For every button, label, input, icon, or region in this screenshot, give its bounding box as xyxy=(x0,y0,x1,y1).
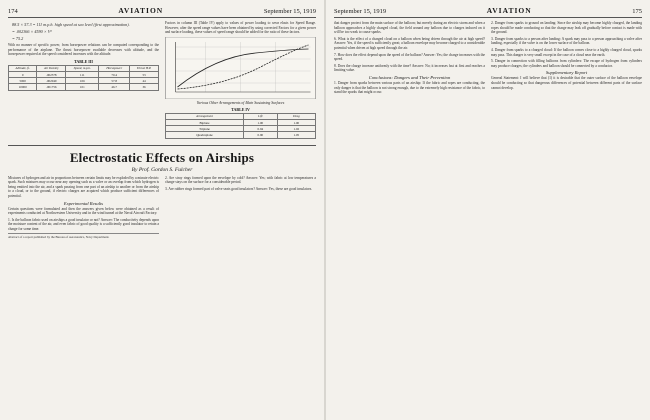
right-issue-date: September 15, 1919 xyxy=(334,8,387,15)
article-subhead-results: Experimental Results xyxy=(63,200,104,206)
left-paragraph-1: With no manner of specific power, from horsepower relations can be computed corresponding to the performance of the airplane. The thrust horsepower available decreases with altitude, and the horsepower required at the speed considered increases with the altitude. xyxy=(8,43,159,57)
table-cell: 0.94 xyxy=(243,126,277,132)
table-cell: 10000 xyxy=(9,84,37,90)
article-divider xyxy=(8,145,316,146)
table-row xyxy=(9,84,159,90)
right-subhead-conclusions: Conclusions: Dangers and Their Prevention xyxy=(368,74,451,80)
article-col-2 xyxy=(165,176,316,240)
table-cell: 44 xyxy=(130,78,159,84)
table-iv-header: Lift xyxy=(243,113,277,119)
right-paragraph-1: that danger protect from the main surface of the balloon; but merely during an electric storm and when a balloon approaches a highly charged cloud, the field around any balloon due to charges induced on it will be too weak to cause sparks. xyxy=(334,21,485,35)
performance-chart xyxy=(165,37,316,99)
formula-3: = 75.2 xyxy=(12,36,24,41)
table-iv-title: TABLE IV xyxy=(231,106,250,112)
table-iv xyxy=(165,113,316,139)
article-question-2: 2. Are stray rings formed upon the envelope by cold? Answer: Yes; with fabric at low temperatures a charge stays on the surface for a considerable period. xyxy=(165,175,316,185)
right-subhead-supplement: Supplementary Report xyxy=(545,70,588,76)
left-page-number: 174 xyxy=(8,8,18,15)
table-iv-header: Drag xyxy=(277,113,315,119)
left-top-columns xyxy=(8,21,316,142)
left-paragraph-2: Factors in column III (Table IV) apply to values of power loading to wear elasts for Speed Range. However, after the speed range values have been obtained by using corrected Factors for a given power and surface loading, these values of speed range should be added for the ratio of these factors. xyxy=(165,21,316,35)
table-cell: 0 xyxy=(9,71,37,77)
article-byline: By Prof. Gordon S. Fulcher xyxy=(131,166,193,173)
formula-1: 88.5 × 57.3 = 111 m.p.h. high speed at sea level (first approximation). xyxy=(12,22,130,27)
table-cell: 70.4 xyxy=(99,71,130,77)
table-cell: 101 xyxy=(66,84,99,90)
right-journal-name: AVIATION xyxy=(486,6,532,15)
table-iii-header: Air Density xyxy=(37,65,66,71)
right-col2-paragraph-4: 5. Danger in connection with filling balloons from cylinders: The escape of hydrogen from cylinders may produce charges; the cylinders and balloon should be connected by a conductor. xyxy=(491,59,642,68)
table-cell: 1.00 xyxy=(243,119,277,125)
right-supplement: General Statement: I will believe that (1) it is desirable that the outer surface of the balloon envelope should be conducting so that dangerous differences of potential between different parts of the surface cannot develop. xyxy=(491,76,642,90)
table-iii-header: Horsepower xyxy=(99,65,130,71)
table-cell: Triplane xyxy=(166,126,244,132)
left-page xyxy=(0,0,324,420)
table-iii-header: Thrust H.P. xyxy=(130,65,159,71)
right-paragraph-2: 6. What is the effect of a charged cloud on a balloon when being driven through the air at high speed? Answer: Yes, if the speed is sufficiently great; a balloon envelope may become charged to a considerable potential when driven at high speed through the air. xyxy=(334,36,485,50)
formula-2: = .002366 × 4590 × V² xyxy=(12,29,52,34)
table-iii-title: TABLE III xyxy=(74,58,93,64)
table-cell: 36 xyxy=(130,84,159,90)
table-iii-header: Speed, m.p.h. xyxy=(66,65,99,71)
table-cell: 1.02 xyxy=(277,126,315,132)
right-col-1 xyxy=(334,21,485,97)
table-cell: 46.7 xyxy=(99,84,130,90)
article-question-1: 1. Is the balloon fabric used on airships a good insulator or not? Answer: The conductivity depends upon the moisture content of the air, and even fabric of good quality is a sufficiently good insulator to retain a charge for some time. xyxy=(8,217,159,231)
table-cell: 0.90 xyxy=(243,132,277,138)
table-cell: 111 xyxy=(66,71,99,77)
table-cell: Biplane xyxy=(166,119,244,125)
table-iv-header: Arrangement xyxy=(166,113,244,119)
article-results: Certain questions were formulated and then the answers given below were obtained as a result of experiments conducted at Northwestern University and in the wind tunnel at the Naval Aircraft Factory. xyxy=(8,206,159,216)
right-running-head xyxy=(334,6,642,18)
right-col2-paragraph-2: 3. Danger from sparks to a person after landing: A spark may pass to a person approaching a valve after landing, especially if the valve is on the lower surface of the balloon. xyxy=(491,36,642,46)
table-cell: .002378 xyxy=(37,71,66,77)
article-intro: Mixtures of hydrogen and air in proportions between certain limits may be exploded by a minute electric spark. Such mixtures may occur near any opening such as a valve or an overlap from which hydrogen is being emitted into the air, and a spark passing from one part of an airship to another or from the airship to a cloud, or to the ground, if electric charges are acquired which produce sufficient differences of potential. xyxy=(8,175,159,198)
right-col2-paragraph-3: 4. Danger from sparks to a charged cloud: If the balloon comes close to a highly charged cloud, sparks may pass. This danger is very small except in the case of a cloud near the earth. xyxy=(491,47,642,57)
left-col-1 xyxy=(8,21,159,142)
table-cell: 1.00 xyxy=(277,119,315,125)
left-issue-date: September 15, 1919 xyxy=(263,8,316,15)
table-cell: 57.8 xyxy=(99,78,130,84)
right-conclusions: 1. Danger from sparks between various parts of an airship: If the fabric and ropes are conducting, the only danger is that the balloon is not strong enough, due to the extremely high resistance of the fabric, to stand the sparks that might occur. xyxy=(334,80,485,95)
chart-caption: Various Other Arrangements of Main Sustaining Surfaces xyxy=(196,100,285,105)
table-cell: 53 xyxy=(130,71,159,77)
table-cell: 106 xyxy=(66,78,99,84)
left-col-2 xyxy=(165,21,316,142)
table-iii-header: Altitude, ft. xyxy=(9,65,37,71)
article-footnote: Abstract of a report published by the Bureau of Aeronautics, Navy Department. xyxy=(8,233,159,239)
table-cell: .002049 xyxy=(37,78,66,84)
table-cell: .001756 xyxy=(37,84,66,90)
article-col-1 xyxy=(8,176,159,240)
table-row xyxy=(166,132,316,138)
right-paragraph-4: 8. Does the charge increase uniformly with the time? Answer: No; it increases fast at first and reaches a limiting value. xyxy=(334,63,485,73)
article-question-3: 3. Are rubber rings formed part of valve seats good insulators? Answer: Yes, these are good insulators. xyxy=(165,186,313,191)
article-columns xyxy=(8,176,316,240)
table-iii xyxy=(8,65,159,91)
article-title: Electrostatic Effects on Airships xyxy=(69,149,255,165)
table-cell: Quadruplane xyxy=(166,132,244,138)
table-cell: 5000 xyxy=(9,78,37,84)
left-journal-name: AVIATION xyxy=(118,6,164,15)
right-page xyxy=(326,0,650,420)
table-cell: 1.05 xyxy=(277,132,315,138)
right-paragraph-3: 7. How does the effect depend upon the speed of the balloon? Answer: Yes; the charge increases with the speed. xyxy=(334,52,485,62)
right-col2-paragraph-1: 2. Danger from sparks to ground on landing: Since the airship may become highly charged, the landing ropes should be made conducting so that the charge may leak off gradually before contact is made with the ground. xyxy=(491,21,642,35)
right-col-2 xyxy=(491,21,642,97)
right-columns xyxy=(334,21,642,97)
right-page-number: 175 xyxy=(632,8,642,15)
left-running-head xyxy=(8,6,316,18)
